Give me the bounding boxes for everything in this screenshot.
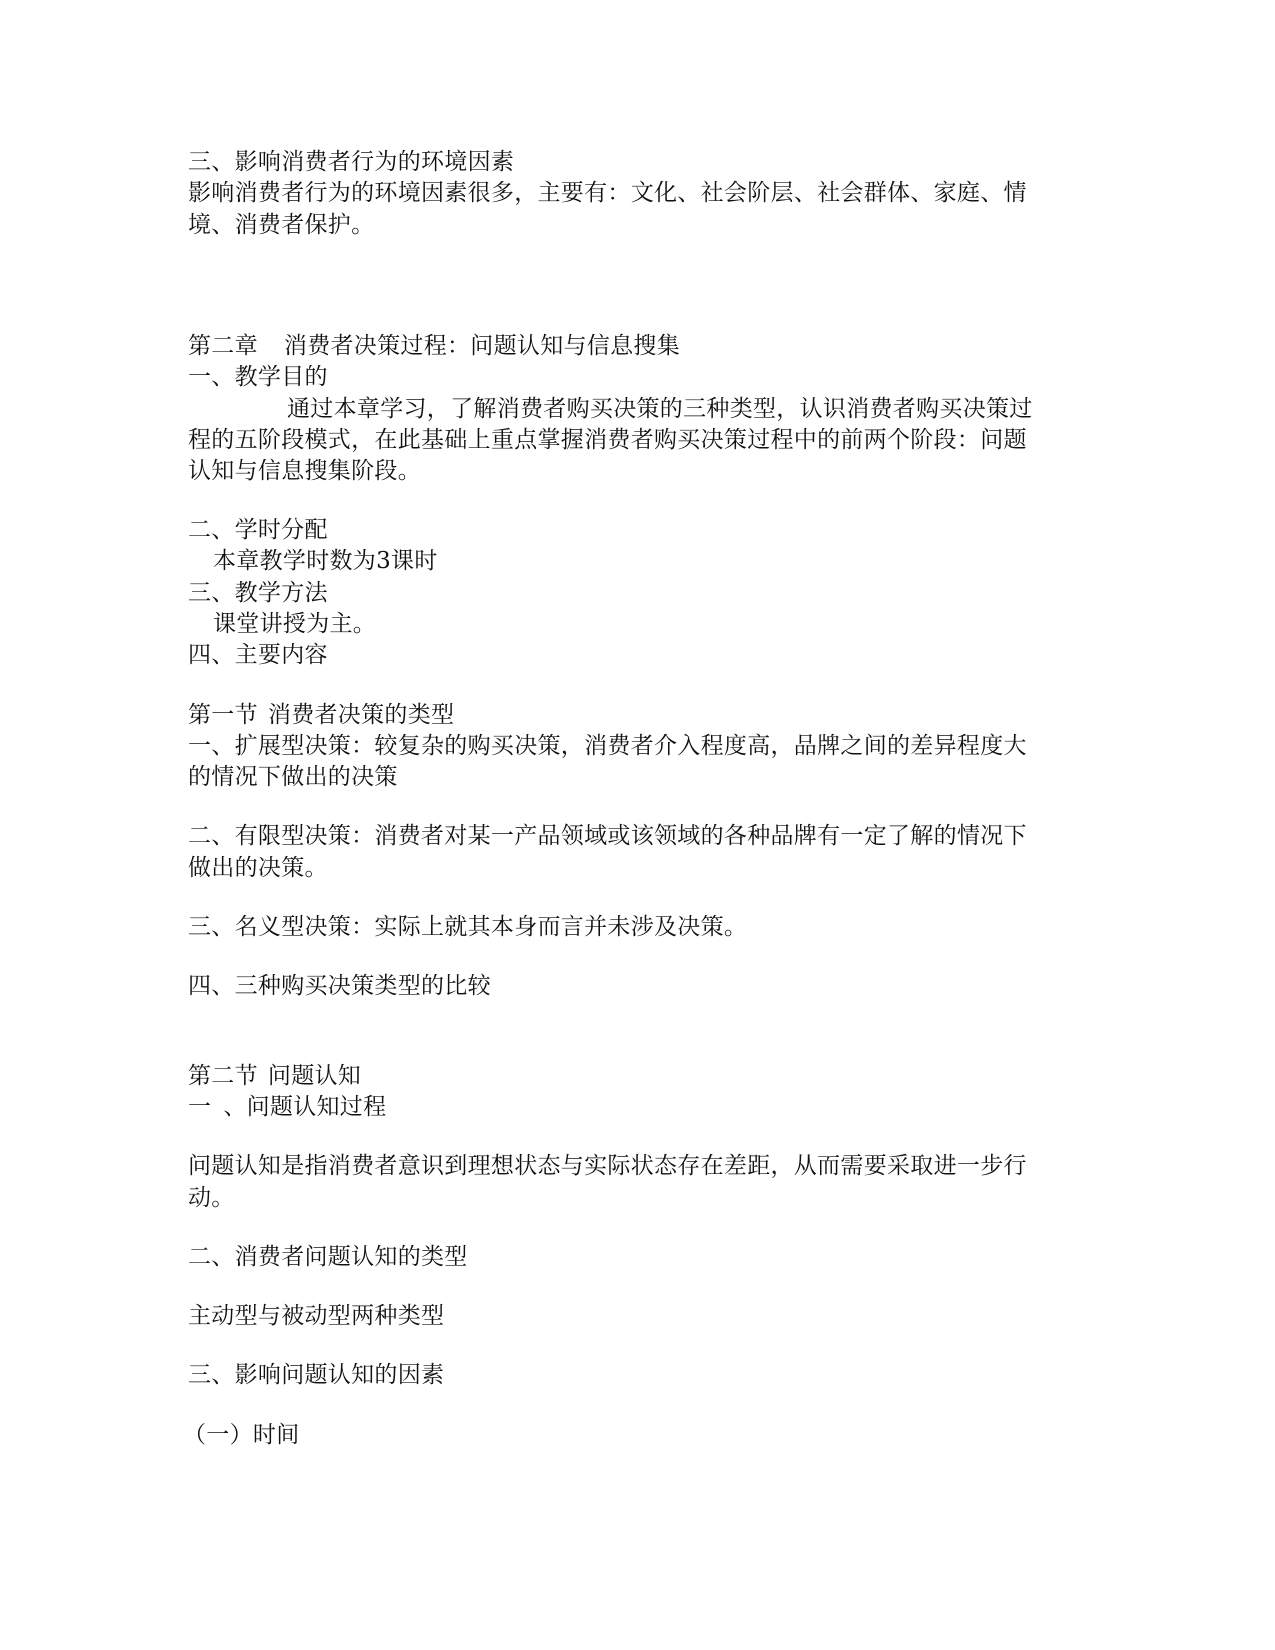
chapter-heading (188, 330, 680, 362)
paragraph-limited-line-1: 二、有限型决策：消费者对某一产品领域或该领域的各种品牌有一定了解的情况下 (188, 823, 1027, 849)
section-2-heading (188, 1060, 361, 1092)
section-2-title: 问题认知 (267, 1063, 362, 1089)
paragraph-extended-line-1: 一、扩展型决策：较复杂的购买决策，消费者介入程度高，品牌之间的差异程度大 (188, 733, 1027, 759)
text-method: 课堂讲授为主。 (213, 611, 377, 637)
paragraph-definition-line-1: 问题认知是指消费者意识到理想状态与实际状态存在差距，从而需要采取进一步行 (188, 1153, 1027, 1179)
section-1-title: 消费者决策的类型 (267, 702, 455, 728)
heading-recognition-types: 二、消费者问题认知的类型 (188, 1244, 468, 1270)
heading-recognition-process (188, 1091, 386, 1123)
paragraph-goal-line-3: 认知与信息搜集阶段。 (188, 458, 421, 484)
heading-recognition-process-title: 、问题认知过程 (223, 1094, 387, 1120)
paragraph-goal-line-2: 程的五阶段模式，在此基础上重点掌握消费者购买决策过程中的前两个阶段：问题 (188, 427, 1027, 453)
heading-environment-factors: 三、影响消费者行为的环境因素 (188, 149, 515, 175)
heading-main-content: 四、主要内容 (188, 642, 328, 668)
list-item-time: （一）时间 (183, 1422, 300, 1448)
paragraph-nominal: 三、名义型决策：实际上就其本身而言并未涉及决策。 (188, 914, 748, 940)
heading-influencing-factors: 三、影响问题认知的因素 (188, 1362, 445, 1388)
section-1-heading (188, 699, 454, 731)
paragraph-goal-line-1: 通过本章学习，了解消费者购买决策的三种类型，认识消费者购买决策过 (287, 396, 1033, 422)
paragraph-definition-line-2: 动。 (188, 1185, 235, 1211)
text-hours: 本章教学时数为3课时 (213, 548, 438, 574)
heading-recognition-process-number: 一 (188, 1094, 212, 1120)
heading-hours: 二、学时分配 (188, 517, 328, 543)
paragraph-extended-line-2: 的情况下做出的决策 (188, 764, 398, 790)
paragraph-environment-line-1: 影响消费者行为的环境因素很多，主要有：文化、社会阶层、社会群体、家庭、情 (188, 180, 1027, 206)
heading-teaching-goal: 一、教学目的 (188, 364, 328, 390)
text-recognition-types: 主动型与被动型两种类型 (188, 1303, 445, 1329)
chapter-label: 第二章 (188, 333, 258, 359)
section-1-label: 第一节 (188, 702, 258, 728)
heading-comparison: 四、三种购买决策类型的比较 (188, 973, 491, 999)
section-2-label: 第二节 (188, 1063, 258, 1089)
paragraph-limited-line-2: 做出的决策。 (188, 855, 328, 881)
paragraph-environment-line-2: 境、消费者保护。 (188, 212, 375, 238)
heading-method: 三、教学方法 (188, 580, 328, 606)
chapter-title: 消费者决策过程：问题认知与信息搜集 (283, 333, 681, 359)
